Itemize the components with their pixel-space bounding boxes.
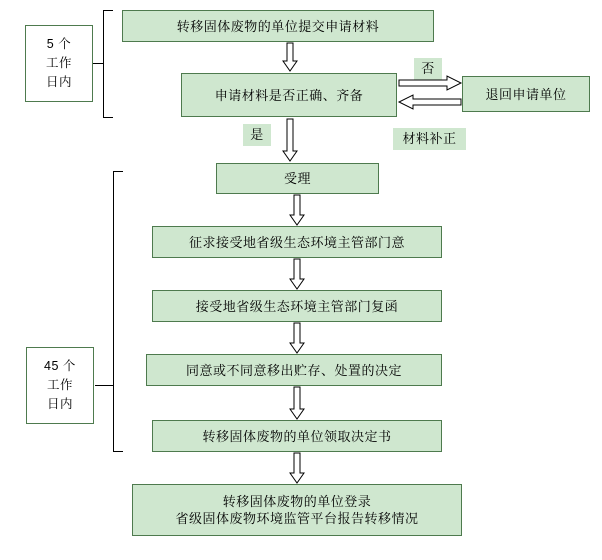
node-decision-label: 同意或不同意移出贮存、处置的决定 [185, 362, 402, 378]
node-submit-application [122, 10, 434, 42]
node-reply-receiving-province [152, 290, 442, 322]
node-report-platform [132, 484, 462, 536]
time-box-45-days-line-1: 45 个 [44, 359, 76, 373]
label-no-text: 否 [421, 61, 435, 76]
node-reply-receiving-province-label: 接受地省级生态环境主管部门复函 [195, 298, 399, 314]
node-check-materials-label: 申请材料是否正确、齐备 [214, 87, 364, 103]
arrow-check-to-accept [283, 119, 297, 161]
bracket-45-days [113, 171, 123, 452]
time-box-45-days-line-3: 日内 [46, 397, 73, 411]
arrow-apply-to-check [283, 43, 297, 71]
label-yes [243, 124, 271, 146]
node-submit-application-label: 转移固体废物的单位提交申请材料 [176, 18, 380, 34]
node-check-materials [181, 73, 397, 117]
time-box-5-days [25, 25, 93, 102]
time-box-5-days-line-3: 日内 [45, 75, 72, 89]
bracket-5-days-connector [93, 63, 104, 64]
arrow-reply-to-decision [290, 323, 304, 353]
arrow-consult-to-reply [290, 259, 304, 289]
node-receive-decision [152, 420, 442, 452]
node-receive-decision-label: 转移固体废物的单位领取决定书 [202, 428, 392, 444]
arrow-return-to-check [399, 95, 461, 109]
node-accept [216, 163, 379, 194]
time-box-45-days-line-2: 工作 [46, 378, 73, 392]
node-consult-receiving-province [152, 226, 442, 258]
node-decision [146, 354, 442, 386]
node-report-platform-line-1: 转移固体废物的单位登录 [222, 494, 372, 509]
label-yes-text: 是 [250, 127, 264, 142]
bracket-5-days [103, 10, 113, 118]
time-box-45-days [26, 347, 94, 424]
bracket-45-days-connector [95, 385, 114, 386]
arrow-accept-to-consult [290, 195, 304, 225]
node-accept-label: 受理 [283, 171, 311, 186]
node-consult-receiving-province-label: 征求接受地省级生态环境主管部门意 [188, 234, 405, 250]
node-report-platform-line-2: 省级固体废物环境监管平台报告转移情况 [175, 511, 419, 526]
node-return-to-applicant-label: 退回申请单位 [485, 86, 567, 102]
label-material-amendment-text: 材料补正 [402, 131, 457, 146]
time-box-5-days-line-1: 5 个 [46, 37, 72, 51]
arrow-check-to-return [399, 76, 461, 90]
label-material-amendment [393, 128, 466, 150]
node-return-to-applicant [462, 76, 590, 112]
arrow-receive-to-report [290, 453, 304, 483]
arrow-decision-to-receive [290, 387, 304, 419]
time-box-5-days-line-2: 工作 [45, 56, 72, 70]
